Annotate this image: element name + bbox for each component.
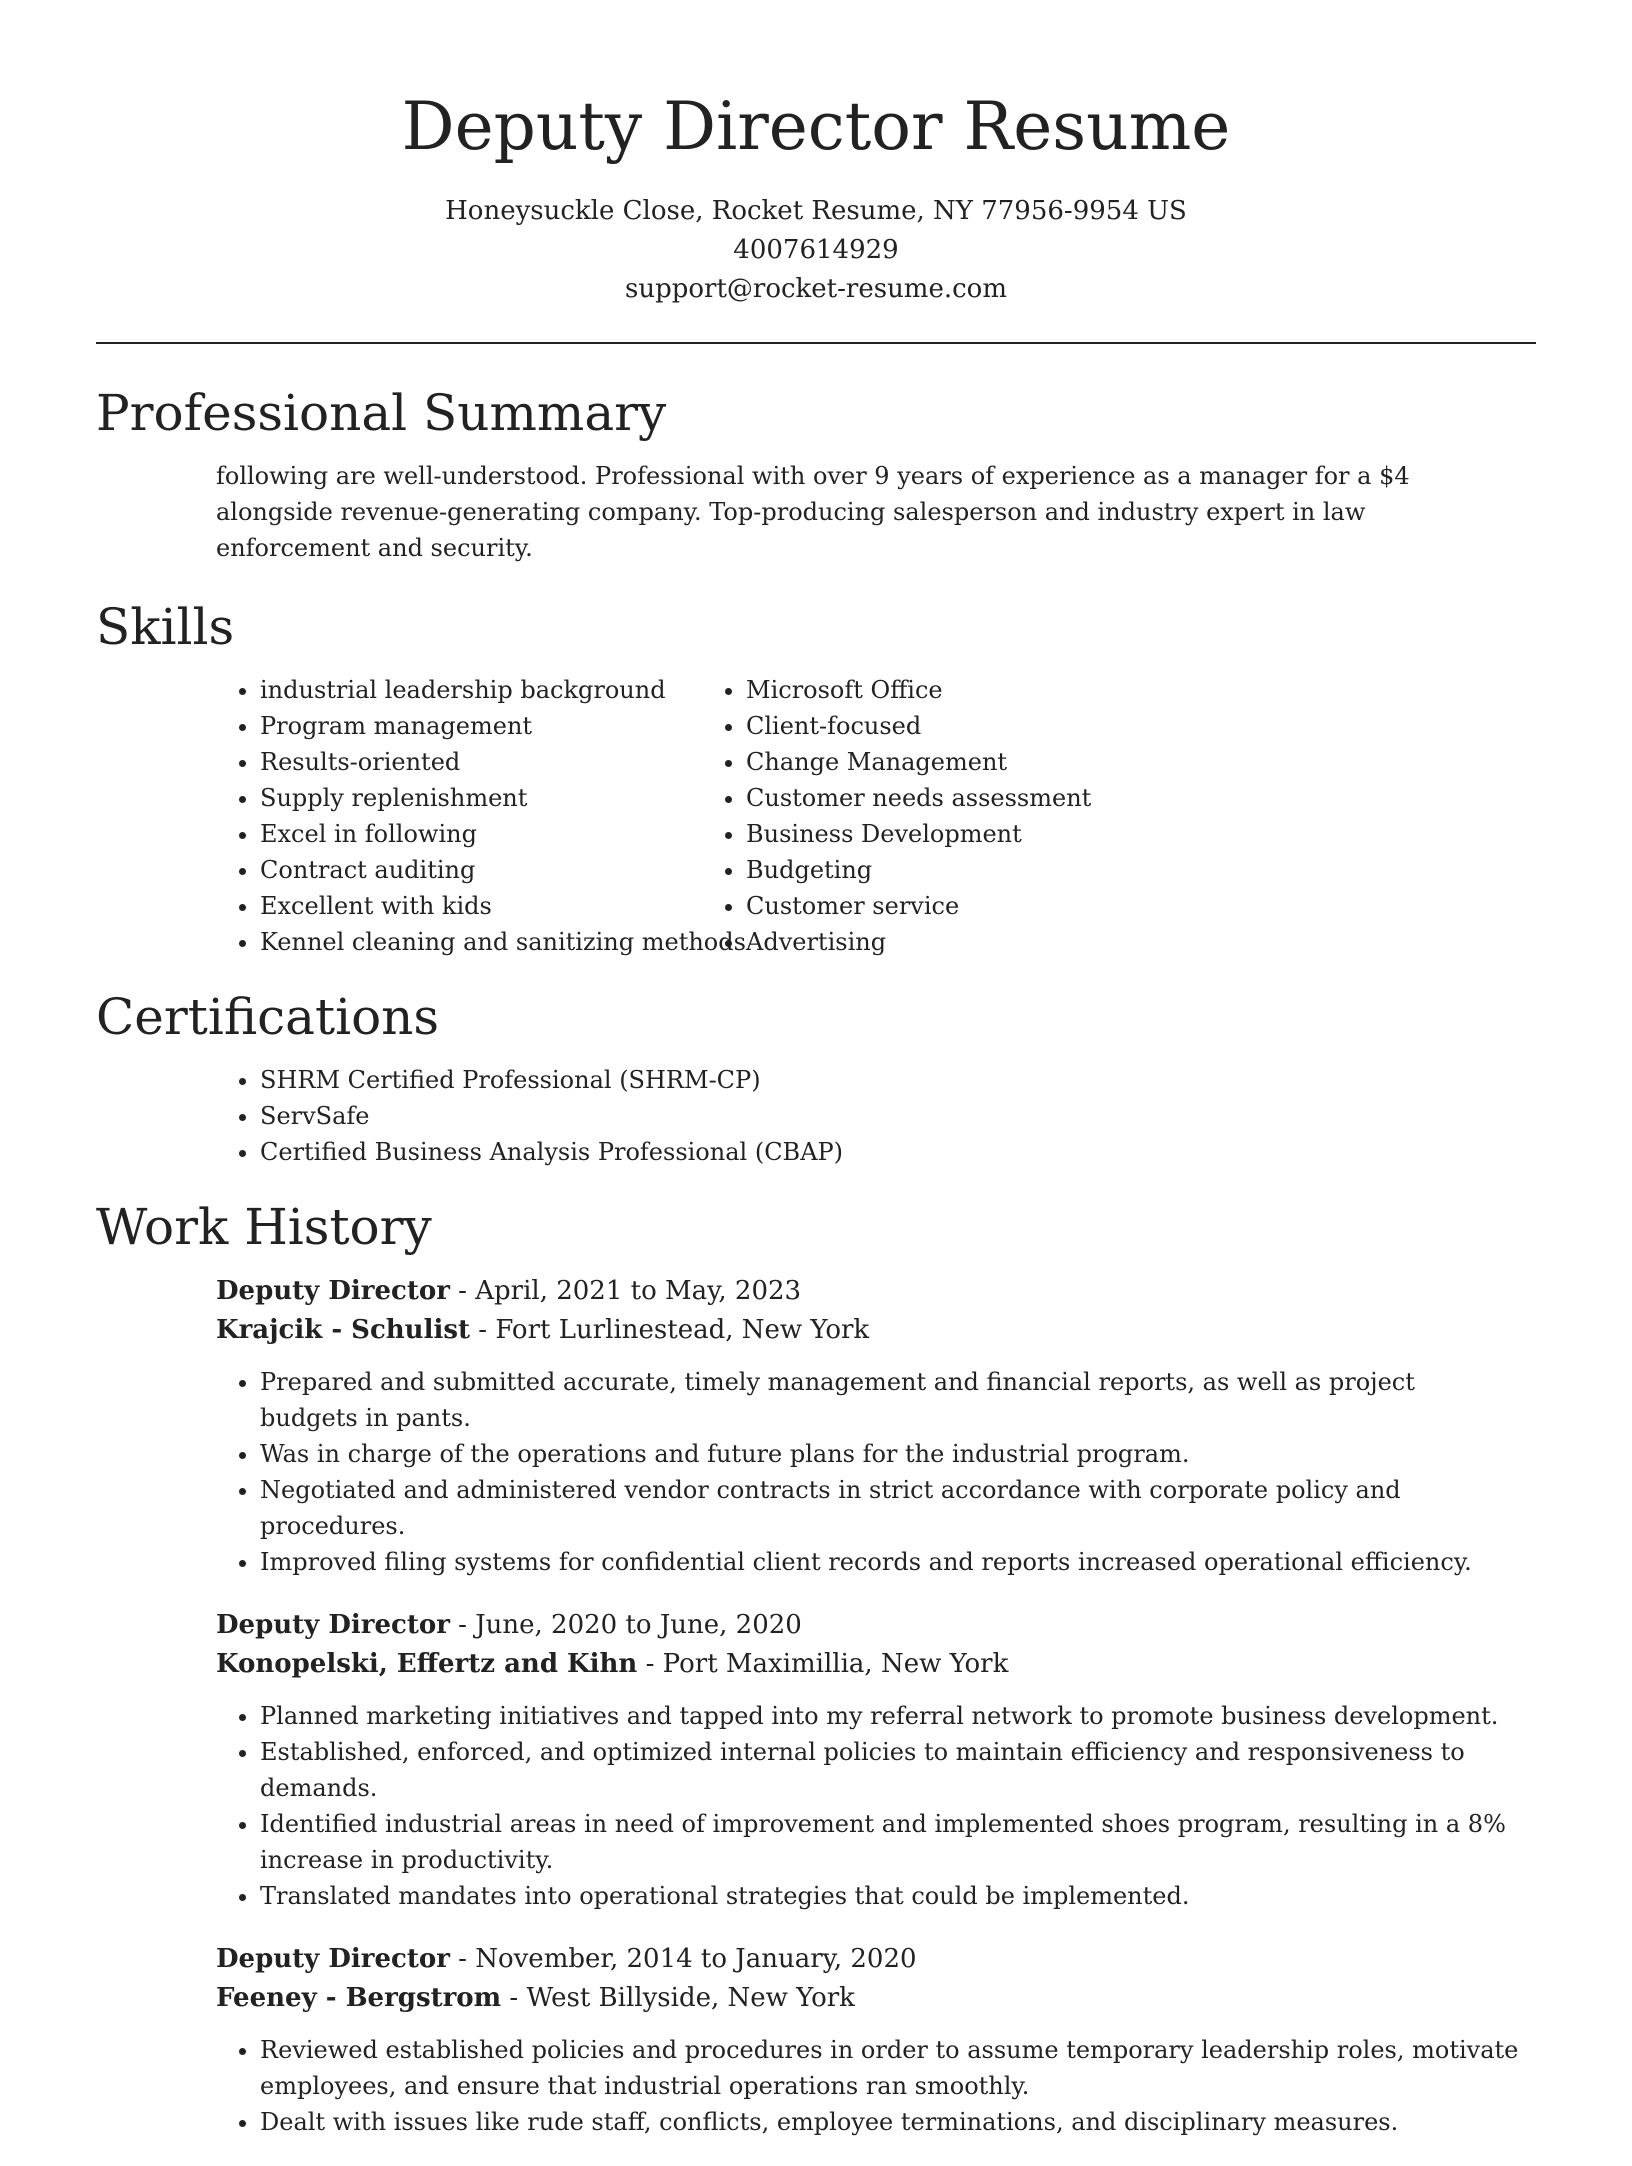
skill-item: • Program management — [260, 708, 746, 744]
skill-item: • industrial leadership background — [260, 672, 746, 708]
job-separator: - — [501, 1983, 527, 2013]
skills-heading: Skills — [96, 598, 235, 656]
job-bullets — [260, 2032, 1520, 2140]
skill-item: • Advertising — [746, 924, 1386, 960]
skill-item: • Customer needs assessment — [746, 780, 1386, 816]
job-dates: June, 2020 to June, 2020 — [475, 1610, 802, 1640]
job-separator: - — [449, 1944, 476, 1974]
job-bullet: • Dealt with issues like rude staff, conflicts, employee terminations, and disciplinary measures. — [260, 2104, 1520, 2140]
skill-item: • Customer service — [746, 888, 1386, 924]
work-history-section — [96, 1192, 1536, 2140]
job-separator: - — [449, 1276, 476, 1306]
job-separator: - — [469, 1315, 496, 1345]
job-separator: - — [637, 1649, 663, 1679]
job-location: Fort Lurlinestead, New York — [495, 1315, 870, 1345]
skills-list — [96, 672, 1536, 960]
job-bullet: • Translated mandates into operational strategies that could be implemented. — [260, 1878, 1520, 1914]
job-title: Deputy Director — [216, 1610, 450, 1640]
certifications-list — [260, 1062, 1536, 1170]
job-bullet: • Planned marketing initiatives and tapped into my referral network to promote business development. — [260, 1698, 1520, 1734]
job-bullet: • Reviewed established policies and procedures in order to assume temporary leadership roles, motivate employees, and ensure that industrial operations ran smoothly. — [260, 2032, 1520, 2104]
skills-list-right — [746, 672, 1386, 960]
skills-column-left — [96, 672, 746, 960]
resume-title: Deputy Director Resume — [401, 88, 1231, 165]
certifications-heading: Certifications — [96, 988, 440, 1046]
skill-item: • Budgeting — [746, 852, 1386, 888]
skill-item: • Kennel cleaning and sanitizing methods — [260, 924, 746, 960]
certifications-section — [96, 982, 1536, 1170]
job-company-line — [216, 1645, 1516, 1684]
job-company-line — [216, 1311, 1516, 1350]
certification-item: • ServSafe — [260, 1098, 1536, 1134]
phone-text: 4007614929 — [733, 235, 899, 265]
resume-content — [96, 378, 1536, 2166]
job-bullets — [260, 1364, 1520, 1580]
job-entry — [216, 1272, 1516, 1580]
job-bullets — [260, 1698, 1520, 1914]
job-bullet: • Established, enforced, and optimized internal policies to maintain efficiency and responsiveness to demands. — [260, 1734, 1520, 1806]
skills-section — [96, 592, 1536, 960]
skill-item: • Excellent with kids — [260, 888, 746, 924]
job-dates: November, 2014 to January, 2020 — [475, 1944, 917, 1974]
job-title-line — [216, 1272, 1516, 1311]
job-bullet: • Negotiated and administered vendor contracts in strict accordance with corporate policy and procedures. — [260, 1472, 1520, 1544]
address-text: Honeysuckle Close, Rocket Resume, NY 77956-9954 US — [445, 196, 1187, 226]
header-divider — [96, 342, 1536, 344]
job-entry — [216, 1940, 1519, 2140]
job-bullet: • Was in charge of the operations and future plans for the industrial program. — [260, 1436, 1520, 1472]
skill-item: • Client-focused — [746, 708, 1386, 744]
certification-item: • Certified Business Analysis Professional (CBAP) — [260, 1134, 1536, 1170]
job-location: Port Maximillia, New York — [662, 1649, 1009, 1679]
work-history-heading: Work History — [96, 1198, 432, 1256]
job-separator: - — [449, 1610, 476, 1640]
job-title-line — [216, 1940, 1516, 1979]
skill-item: • Results-oriented — [260, 744, 746, 780]
job-location: West Billyside, New York — [526, 1983, 855, 2013]
job-company: Konopelski, Effertz and Kihn — [216, 1649, 638, 1679]
job-title-line — [216, 1606, 1516, 1645]
job-company: Krajcik - Schulist — [216, 1315, 470, 1345]
certification-item: • SHRM Certified Professional (SHRM-CP) — [260, 1062, 1536, 1098]
job-entry — [216, 1606, 1516, 1914]
summary-heading: Professional Summary — [96, 384, 667, 442]
skill-item: • Microsoft Office — [746, 672, 1386, 708]
summary-section — [96, 378, 1536, 566]
email-text: support@rocket-resume.com — [624, 274, 1007, 304]
job-company-line — [216, 1979, 1516, 2018]
job-dates: April, 2021 to May, 2023 — [475, 1276, 802, 1306]
skill-item: • Change Management — [746, 744, 1386, 780]
skill-item: • Excel in following — [260, 816, 746, 852]
resume-header — [0, 82, 1632, 309]
skills-list-left — [260, 672, 746, 960]
skill-item: • Supply replenishment — [260, 780, 746, 816]
summary-text: following are well-understood. Professional with over 9 years of experience as a manager for a $4 alongside revenue-generating company. Top-producing salesperson and industry expert in law enforcement and security. — [216, 462, 1410, 562]
skill-item: • Contract auditing — [260, 852, 746, 888]
job-bullet: • Prepared and submitted accurate, timely management and financial reports, as well as project budgets in pants. — [260, 1364, 1520, 1436]
job-company: Feeney - Bergstrom — [216, 1983, 502, 2013]
job-title: Deputy Director — [216, 1276, 450, 1306]
job-title: Deputy Director — [216, 1944, 450, 1974]
job-bullet: • Improved filing systems for confidential client records and reports increased operational efficiency. — [260, 1544, 1520, 1580]
skill-item: • Business Development — [746, 816, 1386, 852]
job-bullet: • Identified industrial areas in need of improvement and implemented shoes program, resulting in a 8% increase in productivity. — [260, 1806, 1520, 1878]
skills-column-right — [746, 672, 1386, 960]
